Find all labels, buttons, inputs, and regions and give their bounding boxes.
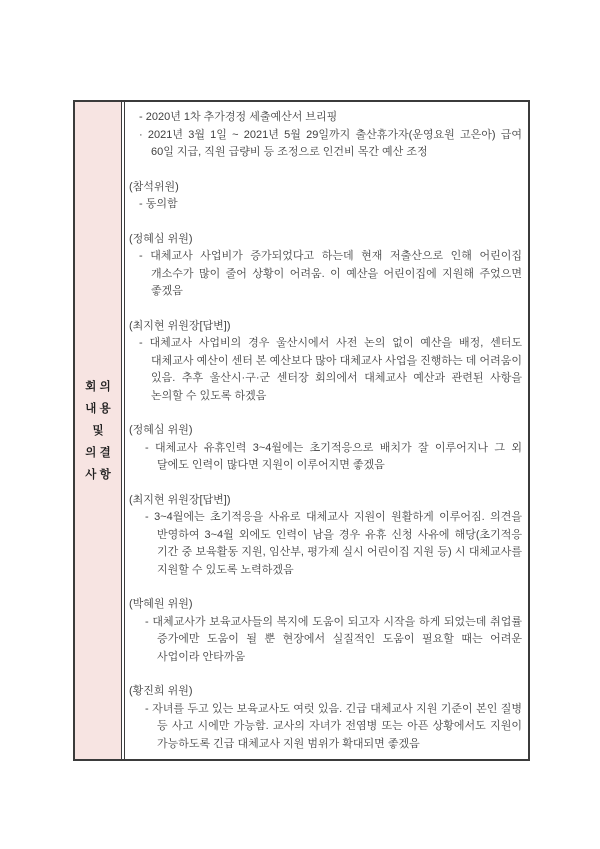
minutes-item: · 2021년 3월 1일 ~ 2021년 5월 29일까지 출산휴가자(운영요원 고은아) 급여 60일 지급, 직원 급량비 등 조정으로 인건비 목간 예산 조정	[139, 128, 522, 158]
header-label-line: 내 용	[85, 402, 111, 415]
minutes-block	[129, 422, 522, 475]
minutes-block	[129, 683, 522, 753]
speaker-label: (참석위원)	[129, 180, 179, 193]
minutes-item: - 자녀를 두고 있는 보육교사도 여럿 있음. 긴급 대체교사 지원 기준이 본인 질병 등 사고 시에만 가능함. 교사의 자녀가 전염병 또는 아픈 상황에서도 지원이 가능하도록 긴급 대체교사 지원 범위가 확대되면 좋겠음	[145, 702, 522, 750]
speaker-label: (정혜심 위원)	[129, 232, 193, 245]
speaker-label: (정혜심 위원)	[129, 424, 193, 436]
minutes-item: - 대체교사 유휴인력 3~4월에는 초기적응으로 배치가 잘 이루어지나 그 외 달에도 인력이 많다면 지원이 이루어지면 좋겠음	[145, 441, 522, 471]
minutes-item: - 동의함	[139, 198, 178, 210]
minutes-item: - 2020년 1차 추가경정 세출예산서 브리핑	[139, 111, 338, 123]
minutes-block	[129, 492, 522, 580]
minutes-block	[129, 231, 522, 301]
minutes-block	[129, 596, 522, 666]
minutes-item: - 대체교사 사업비가 증가되었다고 하는데 현재 저출산으로 인해 어린이집 개소수가 많이 줄어 상황이 어려움. 이 예산을 어린이집에 지원해 주었으면 좋겠음	[139, 250, 522, 297]
header-label-line: 사 항	[85, 468, 111, 481]
meeting-minutes-table	[73, 100, 530, 761]
minutes-item: - 대체교사 사업비의 경우 울산시에서 사전 논의 없이 예산을 배정, 센터도 대체교사 예산이 센터 본 예산보다 많아 대체교사 사업을 진행하는 데 어려움이 있음. 추후 울산시·구·군 센터장 회의에서 대체교사 예산과 관련된 사항을 논의할 수 있도록 하겠음	[139, 337, 522, 402]
minutes-block	[129, 318, 522, 406]
header-label-line: 의 결	[85, 446, 111, 459]
speaker-label: (최지현 위원장[답변])	[129, 319, 231, 332]
table-content-cell	[125, 102, 528, 759]
minutes-item: - 3~4월에는 초기적응을 사유로 대체교사 지원이 원활하게 이루어짐. 의견을 반영하여 3~4월 외에도 인력이 남을 경우 유휴 신청 사유에 해당(초기적응 기간 중 보육활동 지원, 임산부, 평가제 실시 어린이집 지원 등) 시 대체교사를 지원할 수 있도록 노력하겠음	[145, 511, 522, 576]
header-label-line: 회 의	[85, 380, 111, 393]
minutes-item: - 대체교사가 보육교사들의 복지에 도움이 되고자 시작을 하게 되었는데 취업률 증가에만 도움이 될 뿐 현장에서 실질적인 도움이 필요할 때는 어려운 사업이라 안타까움	[145, 615, 522, 663]
speaker-label: (최지현 위원장[답변])	[129, 493, 231, 506]
speaker-label: (박혜원 위원)	[129, 598, 193, 610]
minutes-block	[129, 179, 522, 214]
header-label-line: 및	[92, 424, 104, 437]
speaker-label: (황진희 위원)	[129, 685, 193, 697]
table-header-agenda-cell	[75, 102, 121, 759]
minutes-block	[129, 109, 522, 162]
